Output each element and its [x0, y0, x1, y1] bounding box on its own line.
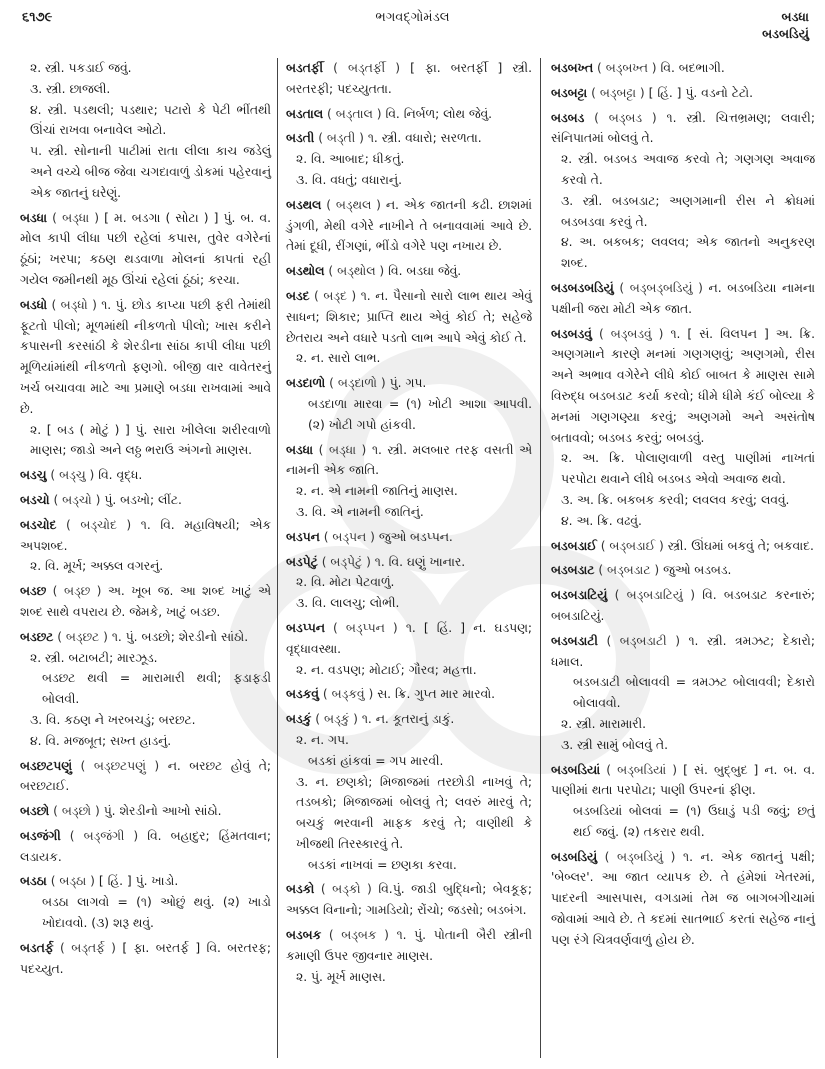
entry-definition: [551, 108, 815, 150]
definition-text: [ ફા. બરતર્ફ ] વિ. બરતરફ; પદચ્યુત.: [20, 940, 271, 976]
headword: બડબડાટિયું: [551, 588, 608, 603]
headword: બડધો: [20, 297, 48, 312]
dictionary-entry: [551, 631, 815, 756]
entry-sense: [286, 481, 532, 502]
dictionary-entry: [286, 286, 532, 369]
column-1: [20, 58, 277, 1058]
entry-sense: [20, 141, 271, 203]
pronunciation: ( બડ્બડાટી ): [606, 633, 681, 648]
definition-text: ૨. ન. સારો લાભ.: [296, 351, 381, 366]
page-title: ભગવદ્ગોમંડલ: [375, 10, 450, 25]
pronunciation: ( બડ્થલ ): [326, 197, 381, 212]
pronunciation: ( બડ્બડાઈ ): [600, 538, 664, 553]
definition-text: ૨. સ્ત્રી. બટાબટી; મારઝૂડ.: [30, 650, 158, 665]
pronunciation: ( બડ્પન ): [323, 529, 375, 544]
entry-definition: [286, 552, 532, 573]
entry-definition: [551, 58, 815, 79]
definition-text: ૧. પું. બડછો; શેરડીનો સાંઠો.: [111, 629, 249, 644]
entry-sense: [551, 511, 815, 532]
dictionary-entry: [286, 195, 532, 257]
headword: બડતાલ: [286, 106, 324, 121]
dictionary-entry: [286, 684, 532, 705]
entry-sense: [286, 660, 532, 681]
definition-text: ૨. વિ. મૂર્ખ; અક્કલ વગરનું.: [30, 559, 164, 574]
page-header: [0, 0, 825, 48]
headword: બડપ્પન: [286, 620, 325, 635]
pronunciation: ( બડ્છો ): [53, 804, 100, 819]
definition-text: ૩. ન. છણકો; મિજાજમાં તરછોડી નાખવું તે; તડબકો; મિજાજમાં બોલવું તે; લવરું મારવું તે; બચકું ભરવાની માફક કરવું તે; વાણીથી કે ખીજથી તિરસ્કારવું તે.: [296, 774, 532, 851]
dictionary-entry: [551, 278, 815, 320]
definition-text: વિ. બદભાગી.: [660, 61, 725, 75]
headword: બડબખ્ત: [551, 61, 594, 75]
entry-sense: [286, 593, 532, 614]
headword: બડબટ્ટા: [551, 85, 588, 100]
entry-sense: [20, 710, 271, 731]
entry-sense: [20, 420, 271, 462]
definition-text: વિ. નિર્બળ; લોથ જેવું.: [385, 106, 493, 121]
guide-word-first: બડધા: [781, 9, 809, 24]
entry-definition: [20, 871, 271, 892]
dictionary-entry: [551, 324, 815, 532]
headword: બડછ: [20, 584, 47, 599]
entry-definition: [20, 295, 271, 420]
definition-text: ૨. ન. ગપ.: [296, 732, 349, 747]
entry-sense: [551, 714, 815, 735]
headword: બડબડાટી: [551, 633, 598, 648]
definition-text: ૧. ન. પૈસાનો સારો લાભ થાય એવું સાધન; શિકાર; પ્રાપ્તિ થાય એવું કોઈ તે; સહેજે છેતરાય અને વધારે પડતો લાભ આપે એવું કોઈ તે.: [286, 288, 532, 345]
definition-text: અ. ખૂબ જ. આ શબ્દ ખાટું એ શબ્દ સાથે વપરાય છે. જેમકે, ખાટું બડછ.: [20, 584, 271, 619]
definition-text: ૨. સ્ત્રી. પકડાઈ જવું.: [30, 61, 132, 75]
definition-text: વિ. બડઘા જેવું.: [388, 264, 462, 279]
headword: બડથલ: [286, 197, 322, 212]
entry-definition: [20, 756, 271, 798]
definition-text: [ હિં. ] પું. ખાડો.: [98, 874, 179, 889]
pronunciation: ( બડ્કો ): [320, 882, 372, 897]
entry-definition: [20, 581, 271, 623]
entry-definition: [20, 627, 271, 648]
definition-text: બડઠા લાગવો = (૧) ઓછું થવું. (૨) ખાડો ખોદાવવો. (૩) શરૂ થવું.: [42, 895, 271, 931]
definition-text: [ સં. બુદ્બુદ ] ન. બ. વ. પાણીમાં થતા પરપોટા; પાણી ઉપરનાં ફીણ.: [551, 762, 815, 798]
definition-text: બડકાં હાંકવાં = ગપ મારવી.: [308, 753, 444, 768]
dictionary-entry: [20, 627, 271, 752]
definition-text: ૩. વિ. વધતું; વધારાનું.: [296, 172, 403, 187]
dictionary-entry: [20, 465, 271, 486]
entry-sense: [551, 735, 815, 756]
dictionary-entry: [286, 373, 532, 435]
definition-text: ન. એક જાતની કઢી. છાશમાં ડુંગળી, મેથી વગેરે નાખીને તે બનાવવામાં આવે છે. તેમાં દૂધી, રીંગણાં, ભીંડો વગેરે પણ નખાય છે.: [286, 197, 532, 254]
dictionary-entry: [286, 925, 532, 987]
pronunciation: ( બડ્બખ્ત ): [597, 61, 657, 75]
entry-sense: [20, 58, 271, 79]
pronunciation: ( બડ્કવું ): [322, 687, 374, 702]
definition-text: ૩. સ્ત્રી સામું બોલવું તે.: [561, 737, 668, 752]
dictionary-entry: [20, 938, 271, 980]
pronunciation: ( બડ્પ્પન ): [333, 620, 398, 635]
dictionary-entry: [20, 208, 271, 291]
definition-text: ૩. સ્ત્રી. છાજલી.: [30, 81, 111, 96]
entry-sense: [286, 730, 532, 751]
pronunciation: ( બડ્તાલ ): [327, 106, 382, 121]
entry-phrase: [551, 672, 815, 714]
definition-text: ૨. સ્ત્રી. મારામારી.: [561, 716, 647, 731]
entry-sense: [551, 232, 815, 274]
pronunciation: ( બડ્કું ): [315, 712, 358, 727]
definition-text: ૧. [ સં. વિલપન ] અ. ક્રિ. અણગમાને કારણે મનમાં ગણગણવું; અણગમો, રીસ અને અભાવ વગેરેને લીધે કોઈ બાબત કે માણસ સામે વિરુદ્ધ બડબડાટ કર્યા કરવો; ધીમે ધીમે કંઈ બોલ્યા કે મનમાં ગણગણ્યા કરવું; અણગમો અને અસંતોષ બતાવવો; બડબડ કરવું; બબડવું.: [551, 326, 816, 445]
guide-word-last: બડબડિયું: [762, 26, 809, 41]
definition-text: ૨. પું. મૂર્ખ માણસ.: [296, 969, 386, 984]
entry-definition: [551, 585, 815, 627]
definition-text: ૪. અ. ક્રિ. વઢવું.: [561, 513, 642, 528]
headword: બડબડવું: [551, 326, 592, 341]
definition-text: ન. બરછટ હોવું તે; બરછટાઈ.: [20, 758, 272, 794]
pronunciation: ( બડ્છટપણું ): [80, 758, 160, 773]
definition-text: ૩. સ્ત્રી. બડબડાટ; અણગમાની રીસ ને ક્રોધમાં બડબડવા કરવું તે.: [561, 193, 815, 229]
entry-definition: [551, 631, 815, 673]
entry-definition: [551, 536, 815, 557]
entry-definition: [286, 440, 532, 482]
entry-definition: [286, 286, 532, 348]
dictionary-entry: [20, 490, 271, 511]
headword: બડતર્ફ: [20, 940, 54, 955]
entry-definition: [286, 709, 532, 730]
dictionary-entry: [286, 552, 532, 614]
dictionary-entry: [551, 83, 815, 104]
definition-text: ૧. સ્ત્રી. મલબાર તરફ વસતી એ નામની એક જાતિ.: [286, 442, 533, 478]
entry-definition: [286, 58, 532, 100]
headword: બડછટ: [20, 629, 54, 644]
pronunciation: ( બડ્તર્ફ ): [59, 940, 116, 955]
entry-definition: [286, 373, 532, 394]
entry-phrase: [20, 892, 271, 934]
pronunciation: ( બડ્છ ): [52, 584, 102, 599]
entry-phrase: [286, 394, 532, 436]
entry-sense: [286, 502, 532, 523]
definition-text: સ. ક્રિ. ગુપ્ત માર મારવો.: [377, 687, 496, 702]
entry-sense: [20, 556, 271, 577]
entry-sense: [551, 191, 815, 233]
entry-phrase: [551, 801, 815, 843]
dictionary-entry: [286, 261, 532, 282]
definition-text: બડદાળા મારવા = (૧) ખોટી આશા આપવી. (૨) ખોટી ગપો હાંકવી.: [308, 396, 532, 432]
dictionary-entry: [20, 515, 271, 577]
entry-definition: [20, 938, 271, 980]
entry-definition: [551, 847, 815, 951]
definition-text: [ મ. બડગા ( સોટા ) ] પું. બ. વ. મોલ કાપી લીધા પછી રહેલાં કપાસ, તુવેર વગેરેનાં ઠૂંઠાં; ખરપા; કઠણ થડવાળા મોલનાં કાપતાં રહી ગયેલ જમીનથી મૂઠ ઊંચાં રહેલાં ઠૂંઠાં; કરચા.: [20, 210, 271, 287]
dictionary-entry: [286, 58, 532, 100]
entry-sense: [551, 448, 815, 490]
dictionary-entry: [286, 709, 532, 875]
entry-definition: [286, 879, 532, 921]
headword: બડબડ: [551, 110, 585, 125]
headword: બડપન: [286, 529, 320, 544]
entry-definition: [551, 560, 815, 581]
definition-text: બડકાં નાખવાં = છણકા કરવા.: [308, 857, 457, 872]
headword: બડકો: [286, 882, 315, 897]
definition-text: ૫. સ્ત્રી. સોનાની પાટીમાં રાતા લીલા કાચ જડેલું અને વચ્ચે બીજ જેવા ચગદાવાળું ડોકમાં પહેરવાનું એક જાતનું ઘરેણું.: [30, 144, 271, 200]
definition-text: જુઓ બડપ્પન.: [378, 529, 453, 544]
definition-text: ૩. વિ. લાલચુ; લોભી.: [296, 596, 400, 611]
definition-text: ૨. ન. વડપણ; મોટાઈ; ગૌરવ; મહત્તા.: [296, 662, 477, 677]
headword: બડતી: [286, 131, 315, 146]
entry-sense: [551, 490, 815, 511]
pronunciation: ( બડ્બડાટ ): [598, 563, 660, 578]
pronunciation: ( બડ્બડાટિયું ): [614, 588, 695, 603]
definition-text: ૩. વિ. એ નામની જાતિનું.: [296, 504, 424, 519]
entry-sense: [286, 149, 532, 170]
entry-sense: [286, 772, 532, 855]
entry-definition: [286, 195, 532, 257]
dictionary-entry: [20, 756, 271, 798]
pronunciation: ( બડ્ધો ): [51, 297, 97, 312]
dictionary-entry: [286, 618, 532, 680]
pronunciation: ( બડ્તી ): [318, 131, 364, 146]
headword: બડબડાટ: [551, 563, 595, 578]
entry-phrase: [20, 668, 271, 710]
definition-text: વિ. બહાદુર; હિંમતવાન; લડાયક.: [20, 828, 271, 864]
definition-text: ૪. અ. બકબક; લવલવ; એક જાતનો અનુકરણ શબ્દ.: [561, 235, 815, 271]
headword: બડદાળો: [286, 376, 326, 391]
entry-sense: [286, 170, 532, 191]
definition-text: ૪. વિ. મજબૂત; સખ્ત હાડનું.: [30, 733, 172, 748]
pronunciation: ( બડ્થોલ ): [328, 264, 385, 279]
entry-definition: [286, 618, 532, 660]
dictionary-entry: [20, 581, 271, 623]
headword: બડકવું: [286, 687, 319, 702]
page-number: ૬૧૭૯: [22, 10, 53, 25]
headword: બડછો: [20, 804, 50, 819]
dictionary-entry: [551, 560, 815, 581]
dictionary-entry: [551, 108, 815, 274]
pronunciation: ( બડ્ઠા ): [50, 874, 95, 889]
definition-text: ૪. સ્ત્રી. પડથલી; પડથાર; પટારો કે પેટી ભીંતથી ઊંચાં રાખવા બનાવેલ ઓટો.: [30, 102, 271, 138]
entry-definition: [551, 760, 815, 802]
column-2: [277, 58, 541, 1058]
dictionary-entry: [286, 527, 532, 548]
dictionary-entry: [551, 58, 815, 79]
pronunciation: ( બડ્બટ્ટા ): [591, 85, 645, 100]
definition-text: ૩. વિ. કઠણ ને ખરબચડું; બરછટ.: [30, 712, 196, 727]
headword: બડતર્ફી: [286, 61, 324, 75]
entry-phrase: [286, 855, 532, 876]
definition-text: ૧. ન. કૂતરાનું ડાકું.: [361, 712, 455, 727]
definition-text: ૨. વિ. આબાદ; ધીકતું.: [296, 152, 405, 167]
pronunciation: ( બડ્ધા ): [52, 210, 99, 225]
headword: બડધા: [20, 210, 48, 225]
definition-text: વિ. બડબડાટ કરનારું; બબડાટિયું.: [551, 588, 815, 623]
headword: બડછટપણું: [20, 758, 72, 773]
dictionary-entry: [551, 536, 815, 557]
definition-text: ૧. વિ. ઘણું ખાનાર.: [374, 554, 466, 569]
entry-sense: [20, 79, 271, 100]
pronunciation: ( બડ્બક ): [328, 928, 389, 943]
headword: બડબડાઈ: [551, 538, 597, 553]
headword: બડકું: [286, 712, 312, 727]
headword: બડધા: [286, 442, 314, 457]
definition-text: ૧. પું. પોતાની બૈરી સ્ત્રીની કમાણી ઉપર જીવનાર માણસ.: [286, 928, 532, 963]
headword: બડથોલ: [286, 264, 325, 279]
entry-definition: [551, 83, 815, 104]
definition-text: ૨. [ બડ ( મોટું ) ] પું. સારા ખીલેલા શરીરવાળો માણસ; જાડો અને લઠ્ઠ ભરાઉ અંગનો માણસ.: [30, 422, 271, 458]
guide-words: [762, 8, 809, 42]
headword: બડચુ: [20, 468, 47, 483]
dictionary-entry: [286, 104, 532, 125]
entry-definition: [20, 801, 271, 822]
definition-text: પું. બડખો; લીંટ.: [104, 492, 182, 507]
dictionary-entry: [551, 760, 815, 843]
definition-text: બડબડાટી બોલાવવી = ત્રમઝટ બોલાવવી; દેકારો બોલાવવો.: [573, 675, 815, 711]
dictionary-entry: [286, 879, 532, 921]
definition-text: ૨. ન. એ નામની જાતિનું માણસ.: [296, 484, 458, 499]
headword: બડચો: [20, 492, 50, 507]
pronunciation: ( બડ્બડિયું ): [604, 849, 676, 864]
dictionary-columns: [20, 58, 815, 1058]
entry-definition: [551, 324, 815, 449]
entry-sense: [286, 572, 532, 593]
entry-phrase: [286, 751, 532, 772]
dictionary-entry: [551, 847, 815, 951]
definition-text: વિ.પું. જાડી બુદ્ધિનો; બેવકૂફ; અક્કલ વિનાનો; ગામડિયો; રોંચો; જડસો; બડબંગ.: [286, 882, 532, 918]
pronunciation: ( બડ્જંગી ): [69, 828, 139, 843]
definition-text: [ ફા. બરતર્ફી ] સ્ત્રી. બરતરફી; પદચ્યુતતા.: [286, 61, 532, 96]
entry-sense: [551, 149, 815, 191]
entry-sense: [286, 348, 532, 369]
definition-text: ૧. [ હિં. ] ન. ઘડપણ; વૃદ્ધાવસ્થા.: [286, 620, 532, 656]
pronunciation: ( બડ્બડ્બડિયું ): [619, 280, 703, 295]
definition-text: ૨. વિ. મોટા પેટવાળું.: [296, 575, 395, 590]
pronunciation: ( બડ્તર્ફી ): [333, 61, 401, 75]
entry-sense: [20, 100, 271, 142]
pronunciation: ( બડ્દ ): [314, 288, 357, 303]
entry-definition: [286, 527, 532, 548]
pronunciation: ( બડ્બડિયાં ): [606, 762, 678, 777]
entry-definition: [20, 465, 271, 486]
definition-text: પું. ગપ.: [389, 376, 427, 391]
dictionary-entry: [20, 58, 271, 204]
entry-definition: [20, 208, 271, 291]
dictionary-entry: [551, 585, 815, 627]
definition-text: વિ. વૃદ્ધ.: [98, 468, 143, 483]
definition-text: ૧. સ્ત્રી. વધારો; સરળતા.: [367, 131, 482, 146]
definition-text: ૨. અ. ક્રિ. પોલાણવાળી વસ્તુ પાણીમાં નાખતાં પરપોટા થવાને લીધે બડબડ એવો અવાજ થવો.: [561, 451, 815, 487]
entry-definition: [286, 128, 532, 149]
entry-definition: [286, 104, 532, 125]
pronunciation: ( બડ્છટ ): [57, 629, 108, 644]
pronunciation: ( બડ્ચોદ ): [66, 517, 132, 532]
entry-definition: [20, 490, 271, 511]
pronunciation: ( બડ્દાળો ): [329, 376, 386, 391]
headword: બડઠા: [20, 874, 47, 889]
pronunciation: ( બડ્પેટું ): [321, 554, 371, 569]
pronunciation: ( બડ્ચો ): [53, 492, 101, 507]
pronunciation: ( બડ્બડ ): [594, 110, 657, 125]
entry-definition: [286, 684, 532, 705]
pronunciation: ( બડ્ચુ ): [50, 468, 95, 483]
dictionary-entry: [20, 826, 271, 868]
definition-text: ૨. સ્ત્રી. બડબડ અવાજ કરવો તે; ગણગણ અવાજ કરવો તે.: [561, 152, 815, 187]
dictionary-entry: [286, 440, 532, 523]
headword: બડબડિયું: [551, 849, 598, 864]
entry-sense: [20, 648, 271, 669]
definition-text: બડછટ થવી = મારામારી થવી; ફડાફડી બોલવી.: [42, 671, 271, 707]
definition-text: ૧. સ્ત્રી. ત્રમઝટ; દેકારો; ધમાલ.: [551, 633, 815, 669]
dictionary-entry: [20, 295, 271, 461]
headword: બડબડિયાં: [551, 762, 601, 777]
entry-sense: [20, 731, 271, 752]
definition-text: [ હિં. ] પું. વડનો ટેટો.: [648, 85, 754, 100]
entry-definition: [20, 826, 271, 868]
entry-definition: [20, 515, 271, 557]
definition-text: પું. શેરડીનો આખો સાંઠો.: [103, 804, 222, 819]
definition-text: ૧. પું. છોડ કાપ્યા પછી ફરી તેમાંથી ફૂટતો પીલો; મૂળમાંથી નીકળતો પીલો; ખાસ કરીને કપાસની કરસાંઠી કે શેરડીના સાંઠા કાપી લીધા પછી મૂળિયાંમાંથી નીકળતો ફણગો. બીજી વાર વાવેતરનું ખર્ચ બચાવવા માટે આ પ્રમાણે બડધા રાખવામાં આવે છે.: [20, 297, 271, 416]
pronunciation: ( બડ્બડવું ): [598, 326, 664, 341]
column-3: [541, 58, 815, 1058]
entry-definition: [286, 925, 532, 967]
dictionary-entry: [286, 128, 532, 190]
definition-text: સ્ત્રી. ઊંઘમાં બકવું તે; બકવાદ.: [667, 538, 814, 553]
headword: બડબક: [286, 928, 322, 943]
pronunciation: ( બડ્ધા ): [318, 442, 367, 457]
definition-text: ૧. ન. એક જાતનું પક્ષી; 'બેબ્લર'. આ જાત વ્યાપક છે. તે હંમેશાં ખેતરમાં, પાદરની આસપાસ, વગડામાં તેમ જ બાગબગીચામાં જોવામાં આવે છે. તે કદમાં સાતભાઈ કરતાં સહેજ નાનું પણ રંગે ચિત્રવર્ણવાળું હોય છે.: [551, 849, 815, 947]
dictionary-entry: [20, 801, 271, 822]
definition-text: ૧. સ્ત્રી. ચિત્તભ્રમણ; લવારી; સંનિપાતમાં બોલવું તે.: [551, 110, 815, 146]
headword: બડજંગી: [20, 828, 61, 843]
dictionary-entry: [20, 871, 271, 933]
entry-definition: [286, 261, 532, 282]
headword: બડચોદ: [20, 517, 57, 532]
headword: બડપેટું: [286, 554, 318, 569]
definition-text: ૧. વિ. મહાવિષયી; એક અપશબ્દ.: [20, 517, 271, 553]
headword: બડબડબડિયું: [551, 280, 614, 295]
headword: બડદ: [286, 288, 310, 303]
definition-text: જુઓ બડબડ.: [663, 563, 732, 578]
definition-text: ન. બડબડિયા નામના પક્ષીની જરા મોટી એક જાત.: [551, 280, 815, 316]
entry-sense: [286, 967, 532, 988]
definition-text: બડબડિયાં બોલવાં = (૧) ઉઘાડું પડી જવું; છતું થઈ જવું. (૨) તકરાર થવી.: [573, 804, 815, 839]
entry-definition: [551, 278, 815, 320]
definition-text: ૩. અ. ક્રિ. બકબક કરવી; લવલવ કરવું; લવવું.: [561, 492, 790, 507]
